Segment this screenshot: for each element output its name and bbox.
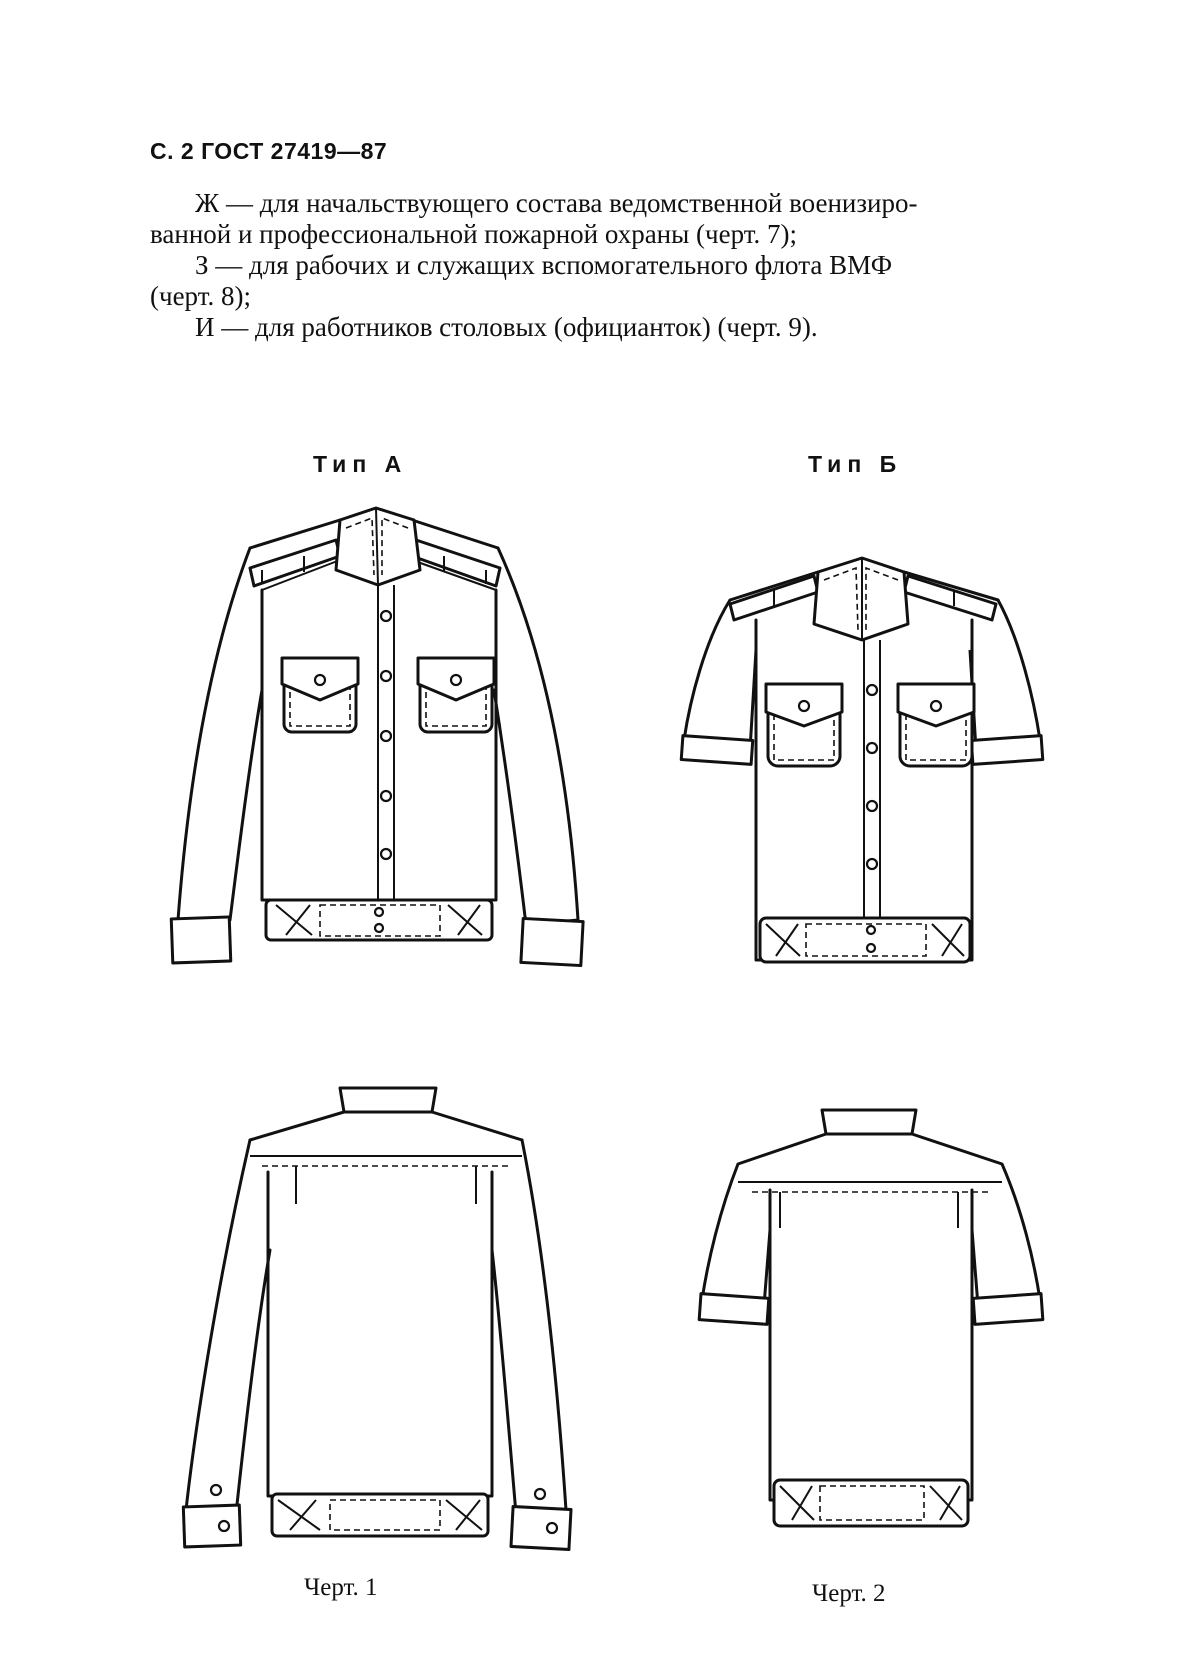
paragraph-line-2: ванной и профессиональной пожарной охраны (черт. 7); <box>150 219 797 249</box>
page-header: С. 2 ГОСТ 27419—87 <box>150 138 388 164</box>
type-b-label: Тип Б <box>808 451 903 477</box>
paragraph-line-4: (черт. 8); <box>150 281 251 311</box>
type-a-label: Тип А <box>313 451 408 477</box>
paragraph-line-1: Ж — для начальствующего состава ведомственной военизиро- <box>195 188 918 218</box>
figure-caption-1: Черт. 1 <box>304 1574 378 1601</box>
paragraph-line-5: И — для работников столовых (официанток) (черт. 9). <box>195 312 818 342</box>
paragraph-line-3: З — для рабочих и служащих вспомогательного флота ВМФ <box>195 250 893 280</box>
figure-caption-2: Черт. 2 <box>812 1580 886 1607</box>
type-a-front-drawing <box>171 508 583 966</box>
type-a-back-drawing <box>183 1088 571 1549</box>
type-b-front-drawing <box>681 558 1043 962</box>
type-b-back-drawing <box>699 1110 1043 1526</box>
